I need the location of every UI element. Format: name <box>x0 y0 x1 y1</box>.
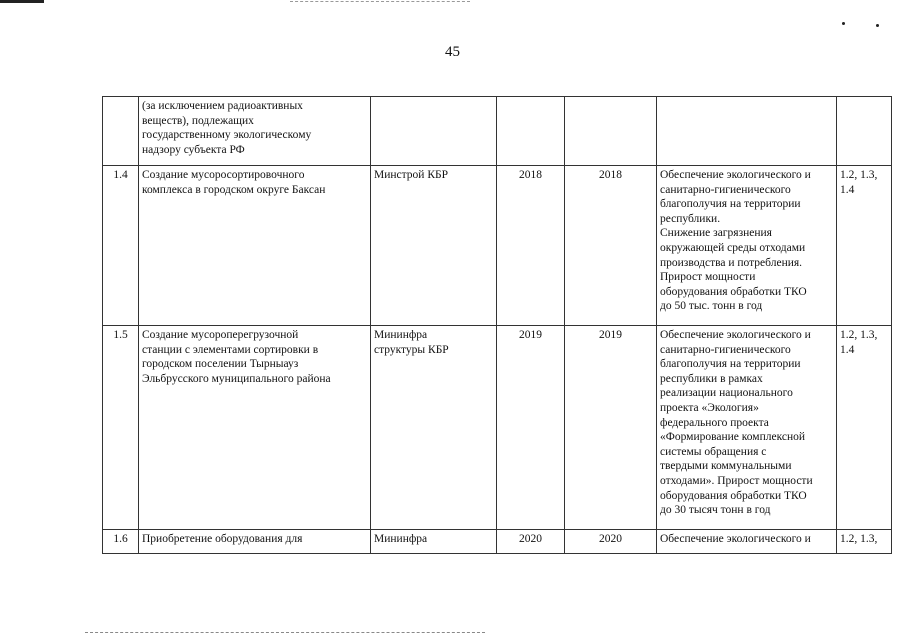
scan-dot <box>842 22 845 25</box>
executor: Мининфра структуры КБР <box>371 326 497 530</box>
start-year <box>497 97 565 166</box>
executor <box>371 97 497 166</box>
end-year: 2018 <box>565 166 657 326</box>
scan-dot <box>876 24 879 27</box>
executor: Мининфра <box>371 530 497 554</box>
indicators: 1.2, 1.3, <box>837 530 892 554</box>
measure-name: (за исключением радиоактивных веществ), подлежащих государственному экологическому надзору субъекта РФ <box>139 97 371 166</box>
measures-table <box>102 96 892 554</box>
indicators: 1.2, 1.3, 1.4 <box>837 166 892 326</box>
measure-name: Создание мусороперегрузочной станции с элементами сортировки в городском поселении Тырныауз Эльбрусского муниципального района <box>139 326 371 530</box>
start-year: 2018 <box>497 166 565 326</box>
executor: Минстрой КБР <box>371 166 497 326</box>
expected-result: Обеспечение экологического и <box>657 530 837 554</box>
row-number: 1.5 <box>103 326 139 530</box>
table-row <box>103 530 892 554</box>
row-number: 1.4 <box>103 166 139 326</box>
end-year: 2020 <box>565 530 657 554</box>
measure-name: Приобретение оборудования для <box>139 530 371 554</box>
expected-result: Обеспечение экологического и санитарно-гигиенического благополучия на территории республики в рамках реализации национального проекта «Экология» федерального проекта «Формирование комплексной системы обращения с твердыми коммунальными отходами». Прирост мощности оборудования обработки ТКО до 30 тысяч тонн в год <box>657 326 837 530</box>
end-year: 2019 <box>565 326 657 530</box>
measure-name: Создание мусоросортировочного комплекса в городском округе Баксан <box>139 166 371 326</box>
table-row <box>103 97 892 166</box>
start-year: 2020 <box>497 530 565 554</box>
table-row <box>103 326 892 530</box>
scan-line-bottom <box>85 632 485 633</box>
table-row <box>103 166 892 326</box>
row-number: 1.6 <box>103 530 139 554</box>
scan-line-top <box>290 1 470 2</box>
end-year <box>565 97 657 166</box>
row-number <box>103 97 139 166</box>
indicators: 1.2, 1.3, 1.4 <box>837 326 892 530</box>
expected-result <box>657 97 837 166</box>
indicators <box>837 97 892 166</box>
expected-result: Обеспечение экологического и санитарно-гигиенического благополучия на территории республики. Снижение загрязнения окружающей среды отходами производства и потребления. Прирост мощности оборудования обработки ТКО до 50 тыс. тонн в год <box>657 166 837 326</box>
start-year: 2019 <box>497 326 565 530</box>
page-number: 45 <box>445 44 460 60</box>
scan-mark-top <box>0 0 44 3</box>
